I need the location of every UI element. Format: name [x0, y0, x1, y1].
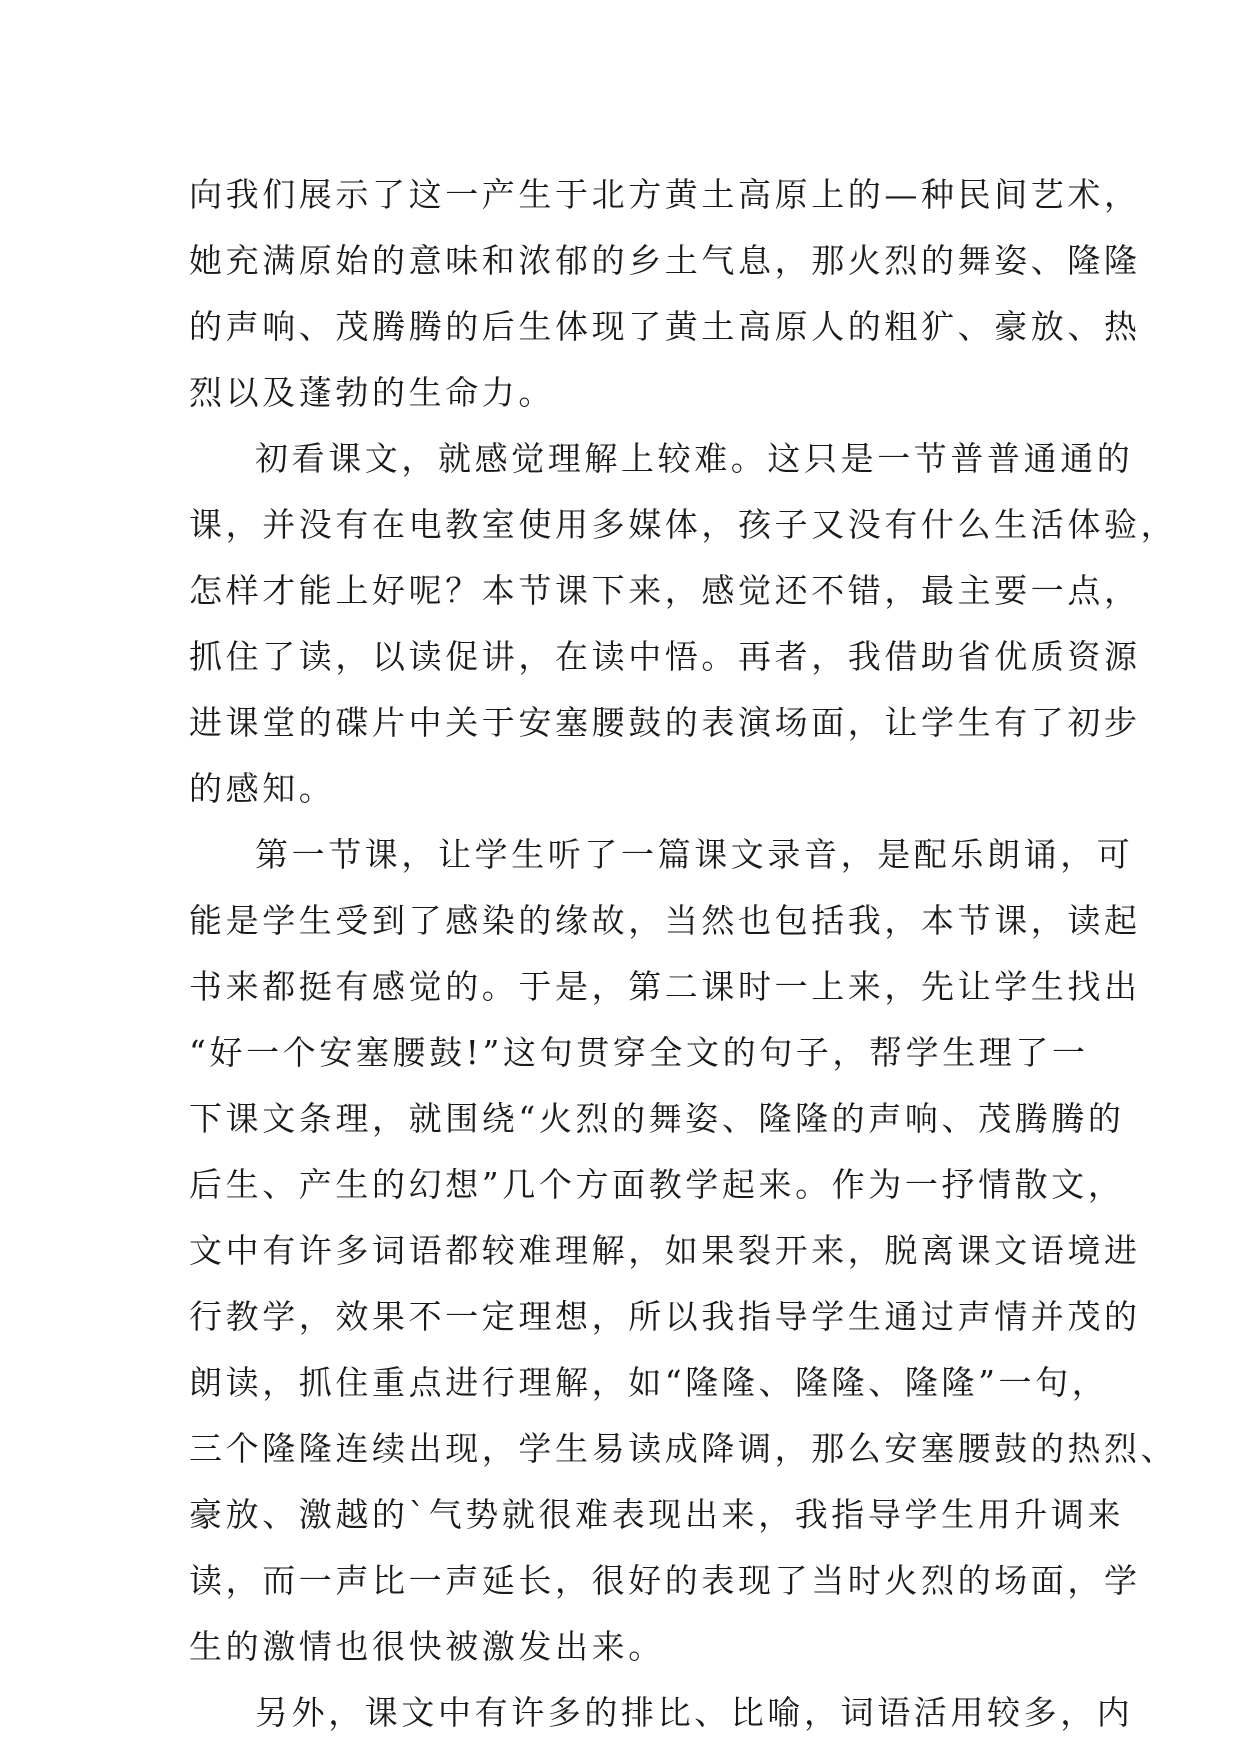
text-line: 的感知。: [189, 769, 336, 808]
text-line: 朗读，抓住重点进行理解，如“隆隆、隆隆、隆隆”一句，: [189, 1363, 1109, 1402]
text-line: 书来都挺有感觉的。于是，第二课时一上来，先让学生找出: [189, 967, 1141, 1006]
text-line: 进课堂的碟片中关于安塞腰鼓的表演场面，让学生有了初步: [189, 703, 1141, 742]
paragraph-first-line: 另外，课文中有许多的排比、比喻，词语活用较多，内: [255, 1693, 1134, 1732]
text-line: 后生、产生的幻想”几个方面教学起来。作为一抒情散文，: [189, 1165, 1125, 1204]
text-line: 豪放、激越的`气势就很难表现出来，我指导学生用升调来: [189, 1495, 1125, 1534]
text-line: 行教学，效果不一定理想，所以我指导学生通过声情并茂的: [189, 1297, 1141, 1336]
text-line: 读，而一声比一声延长，很好的表现了当时火烈的场面，学: [189, 1561, 1141, 1600]
text-line: 能是学生受到了感染的缘故，当然也包括我，本节课，读起: [189, 901, 1141, 940]
paragraph-first-line: 初看课文，就感觉理解上较难。这只是一节普普通通的: [255, 439, 1134, 478]
text-line: 怎样才能上好呢？本节课下来，感觉还不错，最主要一点，: [189, 571, 1141, 610]
text-line: 下课文条理，就围绕“火烈的舞姿、隆隆的声响、茂腾腾的: [189, 1099, 1125, 1138]
text-line: 三个隆隆连续出现，学生易读成降调，那么安塞腰鼓的热烈、: [189, 1429, 1178, 1468]
text-line: 生的激情也很快被激发出来。: [189, 1627, 665, 1666]
paragraph-first-line: 第一节课，让学生听了一篇课文录音，是配乐朗诵，可: [255, 835, 1134, 874]
text-line: 文中有许多词语都较难理解，如果裂开来，脱离课文语境进: [189, 1231, 1141, 1270]
text-line: 的声响、茂腾腾的后生体现了黄土高原人的粗犷、豪放、热: [189, 307, 1141, 346]
text-line: 她充满原始的意味和浓郁的乡土气息，那火烈的舞姿、隆隆: [189, 241, 1141, 280]
text-line: 课，并没有在电教室使用多媒体，孩子又没有什么生活体验，: [189, 505, 1178, 544]
text-line: “好一个安塞腰鼓!”这句贯穿全文的句子，帮学生理了一: [189, 1033, 1089, 1072]
text-line: 烈以及蓬勃的生命力。: [189, 373, 555, 412]
body-text: [189, 162, 1178, 1746]
text-line: 向我们展示了这一产生于北方黄土高原上的—种民间艺术，: [189, 175, 1141, 214]
text-line: 抓住了读，以读促讲，在读中悟。再者，我借助省优质资源: [189, 637, 1141, 676]
